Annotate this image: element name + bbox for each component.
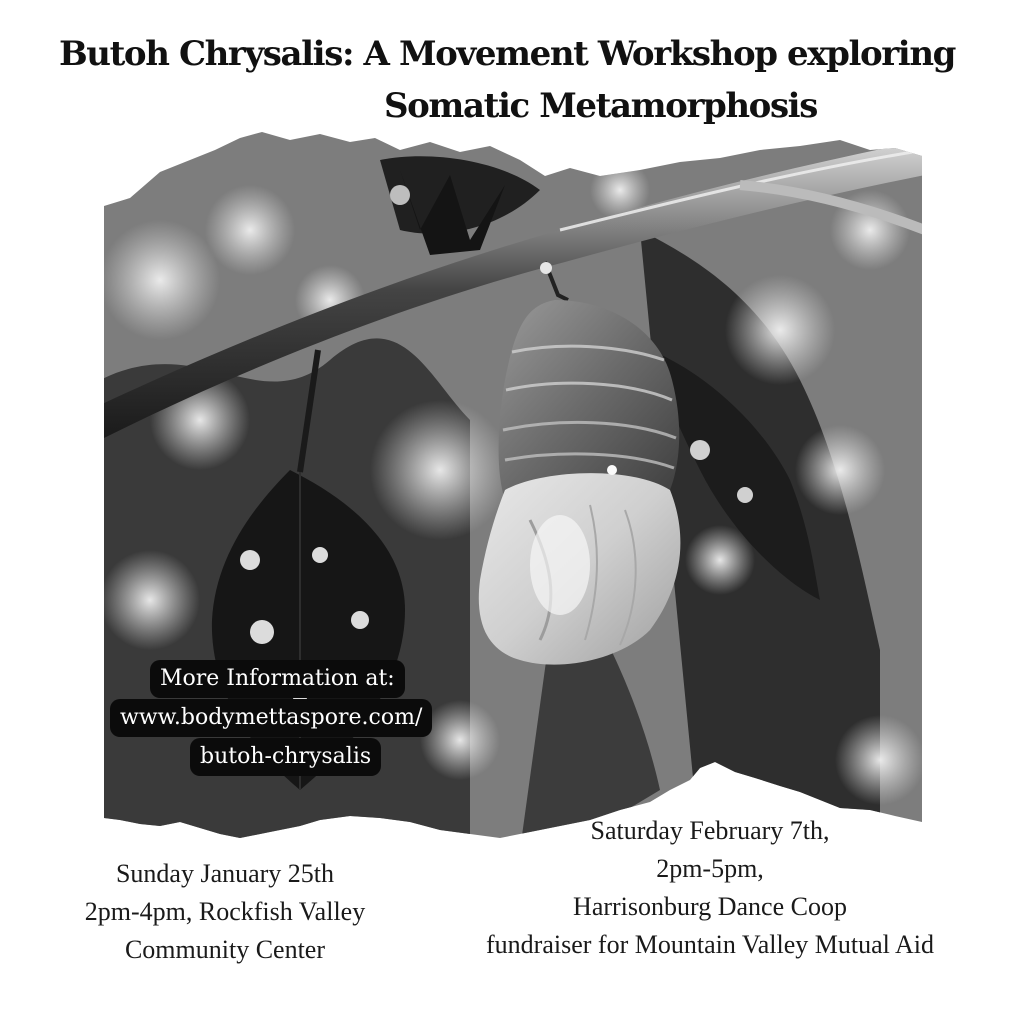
event-saturday-date: Saturday February 7th,	[590, 816, 830, 845]
event-sunday	[40, 855, 410, 969]
event-sunday-date: Sunday January 25th	[115, 859, 335, 888]
event-saturday	[430, 812, 990, 964]
event-saturday-time: 2pm-5pm,	[656, 854, 764, 883]
event-saturday-fundraiser: fundraiser for Mountain Valley Mutual Aid	[486, 930, 934, 959]
title-line-1: Butoh Chrysalis: A Movement Workshop exploring	[58, 34, 956, 74]
more-info-label: More Information at:	[150, 660, 405, 698]
event-saturday-venue: Harrisonburg Dance Coop	[573, 892, 847, 921]
event-sunday-venue: Community Center	[124, 935, 326, 964]
event-sunday-time-location: 2pm-4pm, Rockfish Valley	[84, 897, 366, 926]
title-line-2: Somatic Metamorphosis	[384, 86, 817, 126]
website-link-path[interactable]: butoh-chrysalis	[190, 738, 381, 776]
website-link[interactable]: www.bodymettaspore.com/	[110, 699, 432, 737]
